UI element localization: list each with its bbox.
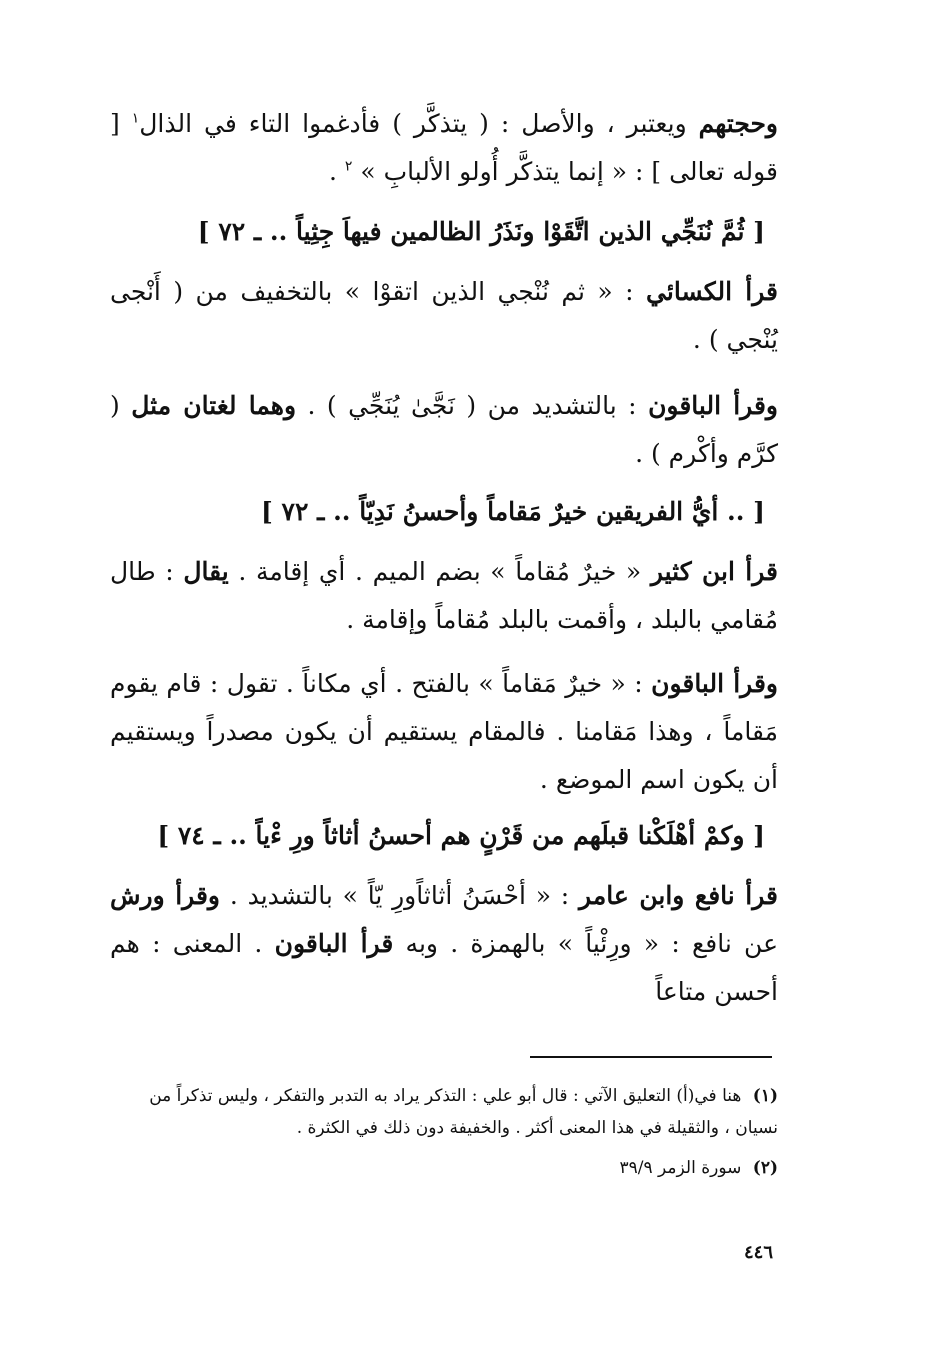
paragraph-text: « خيرٌ مُقاماً » بضم الميم . أي إقامة .: [238, 557, 642, 586]
paragraph-text: : « أحْسَنُ أثاثاًورِ يّاً » بالتشديد .: [229, 881, 570, 910]
paragraph-baqun-1: [110, 382, 778, 478]
footnote-number: (٢): [752, 1158, 778, 1178]
paragraph-text: : « خيرٌ مَقاماً » بالفتح . أي مكاناً . تقول : قام يقوم مَقاماً ، وهذا مَقامنا . فالمقام يستقيم أن يكون مصدراً ويستقيم أن يكون اسم الموضع .: [110, 669, 778, 794]
footnote-2: [110, 1152, 778, 1184]
footnote-1: [110, 1080, 778, 1144]
footnote-text: سورة الزمر ٣٩/٩: [619, 1158, 742, 1178]
paragraph-text: : بالتشديد من ( نَجَّىٰ يُنَجِّي ) .: [307, 391, 637, 420]
paragraph-text: ( كرَّم وأكْرم ) .: [110, 391, 778, 468]
paragraph-bold: قرأ الباقون: [274, 929, 394, 958]
paragraph-text: [ قوله تعالى ] : « إنما يتذكَّر أُولو الألبابِ »: [110, 109, 778, 186]
paragraph-bold: وقرأ ورش: [110, 881, 220, 910]
paragraph-text: : طال مُقامي بالبلد ، وأقمت بالبلد مُقاماً وإقامة .: [110, 557, 778, 634]
paragraph-text: . المعنى : هم أحسن متاعاً: [110, 929, 778, 1006]
quran-verse-72a: [ ثُمَّ نُنَجِّي الذين اتَّقَوْا ونَذَرُ الظالمين فيهاَ جِثِياً .. ـ ٧٢ ]: [197, 217, 765, 246]
paragraph-nafi: [110, 872, 778, 1016]
paragraph-text: ويعتبر ، والأصل : ( يتذكَّر ) فأدغموا التاء في الذال: [139, 109, 687, 138]
quran-verse-74: [ وكمْ أهْلَكْنا قبلَهم من قَرْنٍ هم أحسنُ أثاثاً ورِ ءْياً .. ـ ٧٤ ]: [157, 821, 765, 850]
paragraph-hujjatuhum: [110, 100, 778, 196]
paragraph-lead: وقرأ الباقون: [651, 669, 779, 698]
footnote-text: هنا في(أ) التعليق الآتي : قال أبو علي : التذكر يراد به التدبر والتفكر ، وليس تذكراً من نسيان ، والثقيلة في هذا المعنى أكثر . والخفيفة دون ذلك في الكثرة .: [149, 1086, 778, 1138]
page-number: ٤٤٦: [743, 1242, 773, 1263]
paragraph-text: .: [328, 157, 337, 186]
footnote-marker-2[interactable]: ٢: [344, 158, 353, 175]
paragraph-baqun-2: [110, 660, 778, 804]
footnote-divider: [530, 1056, 772, 1058]
quran-verse-72b: [ .. أيُّ الفريقين خيرٌ مَقاماً وأحسنُ نَدِيّاً .. ـ ٧٢ ]: [260, 497, 765, 526]
paragraph-kisai: [110, 268, 778, 364]
paragraph-ibn-kathir: [110, 548, 778, 644]
paragraph-bold: يقال: [183, 557, 229, 586]
paragraph-lead: قرأ الكسائي: [646, 277, 779, 306]
paragraph-lead: وقرأ الباقون: [648, 391, 778, 420]
footnote-number: (١): [752, 1086, 778, 1106]
paragraph-lead: قرأ ابن كثير: [650, 557, 778, 586]
footnote-marker-1[interactable]: ١: [131, 110, 140, 127]
paragraph-text: : « ثم نُنْجي الذين اتقوْا » بالتخفيف من ( أَنْجى يُنْجي ) .: [110, 277, 778, 354]
paragraph-bold: وهما لغتان مثل: [131, 391, 297, 420]
paragraph-lead: وحجتهم: [698, 109, 778, 138]
paragraph-lead: قرأ نافع وابن عامر: [579, 881, 778, 910]
paragraph-text: عن نافع : « ورِئْياً » بالهمزة . وبه: [405, 929, 779, 958]
